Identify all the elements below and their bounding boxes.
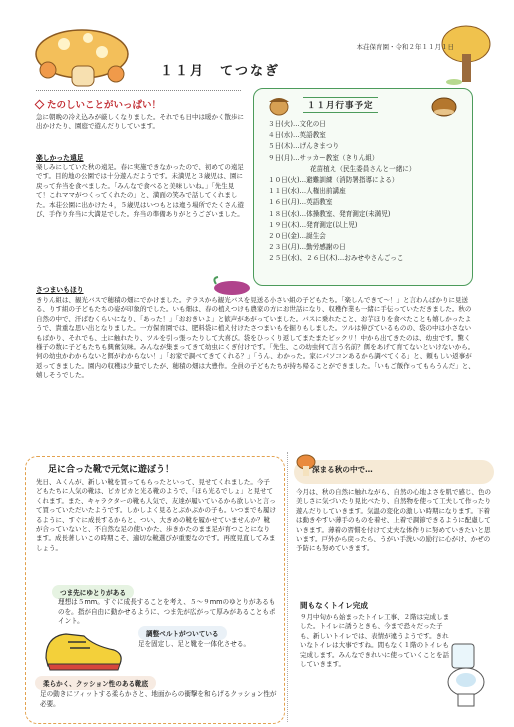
event-row xyxy=(268,175,416,186)
fun-walk-heading xyxy=(36,97,161,111)
event-row xyxy=(268,153,416,164)
issue-line: 本荘保育園・令和２年１１月１日 xyxy=(356,43,454,51)
event-text: …避難訓練（消防署指導による） xyxy=(299,176,399,185)
deep-autumn-text: 今月は、秋の自然に触れながら、自然の心地よさを肌で感じ、色の美しさに気づいたり見比べたり、自然物を使って工夫して作ったり遊んだりしていきます。気温の変化の激しい時期になります。下着は動きやすい薄手のものを着せ、上着で調節できるように配慮していきます。薄着の習慣を付けて丈夫な体作りに努めていきたいと思います。戸外から戻ったら、うがい手洗いの励行に心がけ、かぜの予防にも努めていきます。 xyxy=(296,488,491,553)
event-text: …誕生会 xyxy=(299,232,326,241)
column-divider xyxy=(287,452,288,722)
event-text: …文化の日 xyxy=(292,120,326,128)
event-date: １６日(月) xyxy=(268,198,300,207)
event-text: …発育測定(以上児) xyxy=(299,220,358,229)
sweet-potato-icon xyxy=(210,276,256,298)
event-date: ３日(火) xyxy=(268,120,293,128)
event-title: １１月行事予定 xyxy=(303,97,378,113)
tree-illustration xyxy=(440,24,495,86)
event-text: …人権出前講座 xyxy=(299,187,346,196)
event-list xyxy=(268,119,416,265)
toilet-text: ９月中旬から始まったトイレ工事、２階は完成しました。トイレに誘うときも、今まで恐々だった子も、新しいトイレでは、表情が違うようです。きれいなトイレは大事ですね。間もなく１階のトイレも完成します。みんなできれいに使っていくことを話していきます。 xyxy=(300,613,450,669)
event-text: 花苗植え（民生委員さんと一緒に） xyxy=(310,164,416,173)
event-row xyxy=(268,130,416,141)
title-underline xyxy=(36,90,241,91)
event-date: １１日(水) xyxy=(268,187,300,196)
event-date: ２３日(月) xyxy=(268,243,300,252)
event-row xyxy=(268,242,416,253)
event-date: １０日(火) xyxy=(268,176,300,185)
enso-text: 楽しみにしていた秋の遠足。春に実施できなかったので、初めての遠足です。目的地の公園では十分遊んだようです。未満児と３歳児は、園に戻って弁当を食べました。「みんなで食べると美味しいね。」「先生見て！これママがつくってくれたの」と、満面の笑みで話してくれました。本荘公園に出かけた４，５歳児はいつもとは違う場所でたくさん遊び、手作り弁当に大満足でした。弁当の準備ありがとうございました。 xyxy=(36,163,244,219)
event-row xyxy=(268,220,416,231)
event-row xyxy=(268,164,416,175)
event-date: １９日(木) xyxy=(268,220,300,229)
enso-heading: 楽しかった遠足 xyxy=(36,154,84,162)
shoe-illustration xyxy=(36,618,128,674)
mushroom-illustration xyxy=(30,20,135,90)
tip-strap-text: 足を固定し、足と靴を一体化させる。 xyxy=(138,640,251,648)
shoes-heading: 足に合った靴で元気に遊ぼう！ xyxy=(48,465,175,475)
event-row xyxy=(268,253,416,264)
event-date: ２０日(金) xyxy=(268,232,300,241)
event-text: …英語教室 xyxy=(292,131,326,140)
toilet-heading: 間もなくトイレ完成 xyxy=(300,601,368,610)
page-title: １１月 てつなぎ xyxy=(160,64,281,79)
toilet-icon xyxy=(442,640,492,710)
tip-sole-title: 柔らかく、クッション性のある靴底 xyxy=(35,676,156,690)
event-text: …勤労感謝の日 xyxy=(299,243,346,252)
event-text: …おみせやさんごっこ xyxy=(337,254,404,263)
event-date: １８日(水) xyxy=(268,209,300,218)
fun-walk-intro: 急に朝晩の冷え込みが厳しくなりました。それでも日中は暖かく散歩に出かけたり、園庭で遊んだりしています。 xyxy=(36,113,244,131)
tip-sole-text: 足の動きにフィットする柔らかさと、地面からの衝撃を和らげるクッション性が必要。 xyxy=(40,690,277,708)
event-date: ４日(水) xyxy=(268,131,293,140)
event-text: …英語教室 xyxy=(299,198,333,207)
event-row xyxy=(268,231,416,242)
acorn-icon xyxy=(262,92,296,116)
event-row xyxy=(268,119,416,130)
chestnut-icon xyxy=(424,92,464,118)
event-row xyxy=(268,197,416,208)
tip-toe-room-text: 理想は５mm。すぐに成長することを考え、５～９mmのゆとりがあるものを。指が自由に動かせるように、つま先が広がって厚みがあることもポイント。 xyxy=(58,598,276,626)
event-text: …サッカー教室（きりん組） xyxy=(292,153,379,162)
event-date: ９日(月) xyxy=(268,153,293,162)
event-date: ２５日(水)、２６日(木) xyxy=(268,254,338,263)
event-text: …げんきまつり xyxy=(292,142,340,151)
event-row xyxy=(268,186,416,197)
event-row xyxy=(268,141,416,152)
imo-text: きりん組は、観光バスで穂積の畑にでかけました。テラスから観光バスを見送る小さい組の子どもたち。「楽しんできて～！」と言わんばかりに見送る、りす組の子どもたちの姿が印象的でした。いも畑は、春の植えつけも農家の方にお世話になり、収穫作業も一緒に手伝っていただきました。秋の自然の中で、汗ばむくらいになり、「あった！」「おおきいよ」と歓声があがっていました。バスに乗れたこと、お芋ほりを食べたことも嬉しかったようで、貴重な思い出となりました。一方保育園では、肥料袋に植え付けたさつまいもを掘りもしました。ツルは伸びているものの、袋の中は小さないもばかり、それでも、土に触れたり、ツルを引っ張ったりして大喜び。袋をひっくり返してまたまたビックリ！中から出てきたのは、幼虫です。驚く様子の数に子どもたちも興奮気味。みんなが集まってきて幼虫にくぎ付けです。「先生、この幼虫何て言う名前？餌をあげて育てないといけないから。何の幼虫かわからないと餌がわからない！」「お家で調べてきてくれる？」「うん、わかった。家にパソコンあるから調べてくる」と、頼もしい返事が返ってきました。園内の収穫は少量でしたが、穂積の畑は大豊作。全員の子どもたちが持ち帰ることができました。「いもご飯作ってもらうんだ」と、嬉しそうでした。 xyxy=(36,296,475,380)
event-row xyxy=(268,209,416,220)
deep-autumn-heading: 深まる秋の中で… xyxy=(312,465,373,474)
imo-heading: さつまいもほり xyxy=(36,286,84,294)
diamond-icon xyxy=(35,100,45,110)
tip-strap-title: 調整ベルトがついている xyxy=(138,626,227,640)
event-text: …体操教室、発育測定(未満児) xyxy=(299,209,391,218)
shoes-text: 先日、Ａくんが、新しい靴を買ってもらったといって、見せてくれました。今子どもたちに人気の靴は、ピカピカと光る靴のようで、「ほら光るでしょ」と見せてくれます。また、キャラクターの靴も人気で、友達が履いているから欲しいと言って買っていただいたようです。しかしよく見るとぶかぶかの子も。いつまでも履けるように、すぐに成長するからと、つい、大きめの靴を履かせていませんか？靴が合っていないと、不自然な足の使いかた、歩きかたのまま足が育つことになります。成長著しいこの時期こそ、適切な靴選びが重要なのです。再度見直してみましょう。 xyxy=(36,478,276,552)
fun-walk-heading-text: たのしいことがいっぱい！ xyxy=(47,100,162,111)
tip-toe-room-title: つま先にゆとりがある xyxy=(52,585,134,599)
event-date: ５日(木) xyxy=(268,142,293,151)
